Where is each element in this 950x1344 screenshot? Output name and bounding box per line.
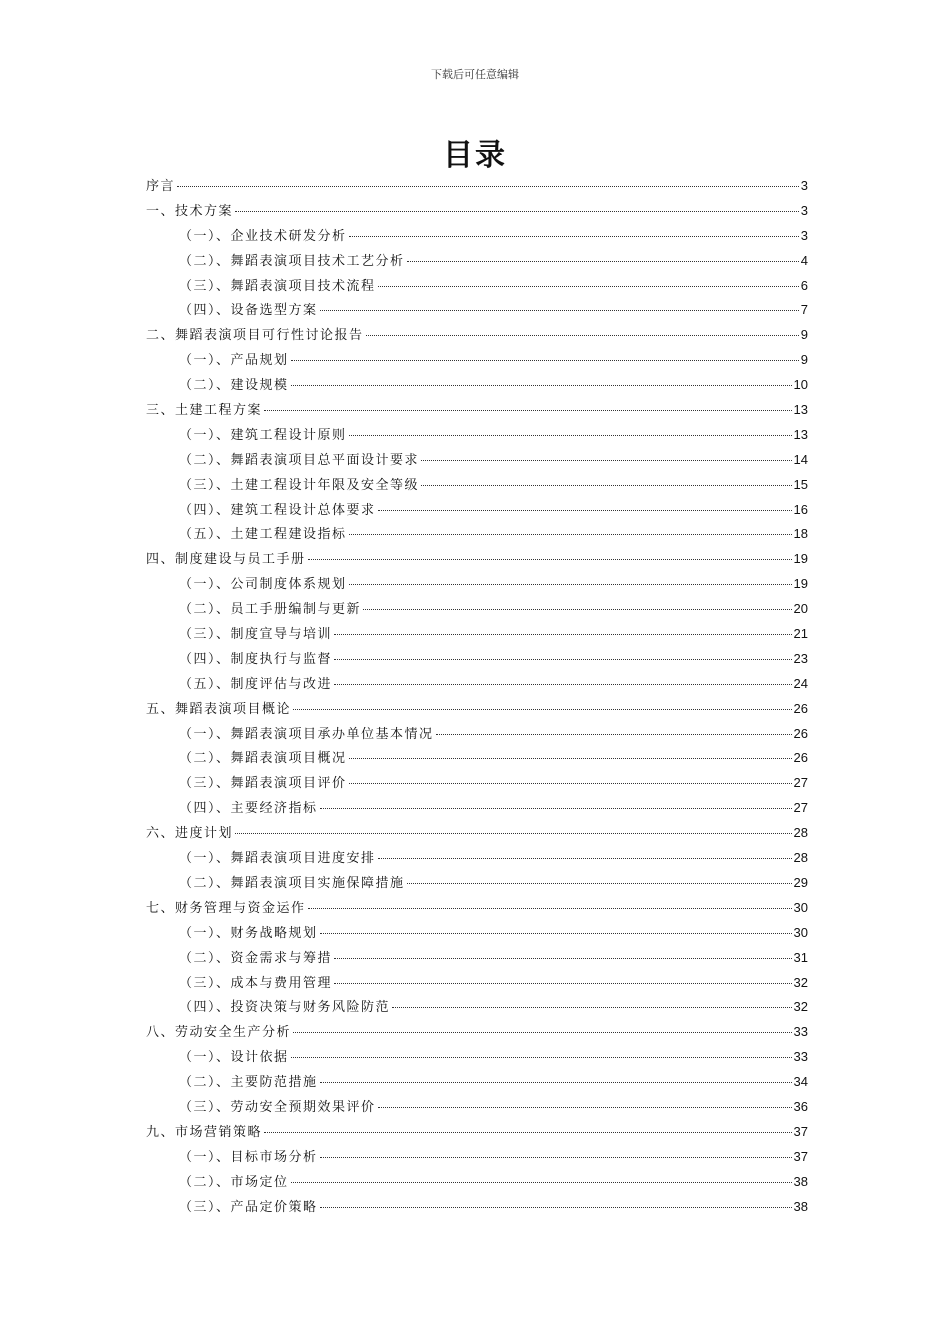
toc-entry-label: （一）、财务战略规划 (179, 925, 318, 941)
toc-entry-label: （五）、土建工程建设指标 (179, 527, 347, 543)
toc-page-number: 33 (793, 1024, 808, 1040)
toc-subentry[interactable] (146, 424, 808, 449)
dot-leader (291, 1182, 792, 1183)
toc-entry-label: （二）、资金需求与筹措 (179, 950, 333, 966)
toc-subentry[interactable] (146, 723, 808, 748)
toc-entry-label: （三）、成本与费用管理 (179, 975, 333, 991)
dot-leader (320, 808, 792, 809)
toc-subentry[interactable] (146, 1071, 808, 1096)
toc-page-number: 36 (793, 1098, 808, 1114)
toc-entry-label: （二）、舞蹈表演项目总平面设计要求 (179, 452, 420, 468)
toc-entry-label: 三、土建工程方案 (146, 403, 263, 419)
toc-entry[interactable] (146, 175, 808, 200)
toc-subentry[interactable] (146, 1046, 808, 1071)
toc-subentry[interactable] (146, 623, 808, 648)
toc-page-number: 20 (793, 601, 808, 617)
dot-leader (407, 261, 799, 262)
dot-leader (363, 609, 792, 610)
dot-leader (320, 310, 799, 311)
dot-leader (334, 659, 792, 660)
toc-page-number: 26 (793, 700, 808, 716)
toc-subentry[interactable] (146, 374, 808, 399)
toc-entry[interactable] (146, 399, 808, 424)
toc-subentry[interactable] (146, 772, 808, 797)
dot-leader (291, 360, 799, 361)
toc-subentry[interactable] (146, 872, 808, 897)
toc-entry-label: （二）、舞蹈表演项目技术工艺分析 (179, 253, 405, 269)
toc-subentry[interactable] (146, 922, 808, 947)
page-title: 目录 (443, 138, 507, 173)
toc-page-number: 24 (793, 675, 808, 691)
toc-entry-label: （一）、建筑工程设计原则 (179, 427, 347, 443)
toc-subentry[interactable] (146, 598, 808, 623)
toc-subentry[interactable] (146, 474, 808, 499)
dot-leader (349, 584, 792, 585)
toc-page-number: 37 (793, 1148, 808, 1164)
dot-leader (378, 858, 792, 859)
toc-subentry[interactable] (146, 1171, 808, 1196)
toc-entry-label: （二）、舞蹈表演项目概况 (179, 751, 347, 767)
toc-page-number: 6 (800, 277, 808, 293)
toc-entry-label: （二）、员工手册编制与更新 (179, 602, 362, 618)
toc-page-number: 19 (793, 576, 808, 592)
toc-page-number: 10 (793, 377, 808, 393)
toc-entry-label: 八、劳动安全生产分析 (146, 1025, 292, 1041)
toc-page-number: 14 (793, 451, 808, 467)
table-of-contents (146, 175, 808, 1220)
toc-subentry[interactable] (146, 349, 808, 374)
dot-leader (177, 186, 799, 187)
toc-subentry[interactable] (146, 449, 808, 474)
toc-entry-label: 四、制度建设与员工手册 (146, 552, 306, 568)
toc-entry-label: 一、技术方案 (146, 203, 234, 219)
toc-entry[interactable] (146, 200, 808, 225)
toc-entry-label: （三）、舞蹈表演项目技术流程 (179, 278, 376, 294)
toc-entry[interactable] (146, 897, 808, 922)
toc-entry-label: （一）、目标市场分析 (179, 1149, 318, 1165)
toc-page-number: 31 (793, 949, 808, 965)
toc-page-number: 3 (800, 227, 808, 243)
toc-entry-label: （四）、投资决策与财务风险防范 (179, 1000, 391, 1016)
toc-entry[interactable] (146, 822, 808, 847)
toc-entry[interactable] (146, 698, 808, 723)
dot-leader (349, 758, 792, 759)
toc-page-number: 13 (793, 426, 808, 442)
toc-page-number: 4 (800, 252, 808, 268)
toc-entry-label: （三）、产品定价策略 (179, 1199, 318, 1215)
toc-page-number: 9 (800, 327, 808, 343)
toc-subentry[interactable] (146, 1196, 808, 1221)
dot-leader (264, 410, 792, 411)
toc-page-number: 18 (793, 526, 808, 542)
toc-entry-label: （四）、制度执行与监督 (179, 651, 333, 667)
dot-leader (378, 510, 792, 511)
dot-leader (308, 908, 792, 909)
toc-page-number: 28 (793, 850, 808, 866)
toc-page-number: 3 (800, 178, 808, 193)
dot-leader (320, 1082, 792, 1083)
toc-page-number: 28 (793, 825, 808, 841)
dot-leader (320, 933, 792, 934)
toc-page-number: 34 (793, 1074, 808, 1090)
toc-subentry[interactable] (146, 225, 808, 250)
dot-leader (407, 883, 792, 884)
toc-subentry[interactable] (146, 947, 808, 972)
dot-leader (334, 684, 792, 685)
dot-leader (349, 783, 792, 784)
toc-entry-label: （四）、主要经济指标 (179, 801, 318, 817)
toc-subentry[interactable] (146, 1146, 808, 1171)
dot-leader (334, 958, 792, 959)
toc-entry-label: （一）、企业技术研发分析 (179, 228, 347, 244)
toc-subentry[interactable] (146, 648, 808, 673)
dot-leader (392, 1007, 792, 1008)
toc-entry-label: （三）、舞蹈表演项目评价 (179, 776, 347, 792)
dot-leader (334, 634, 792, 635)
toc-subentry[interactable] (146, 673, 808, 698)
toc-entry-label: 五、舞蹈表演项目概论 (146, 701, 292, 717)
dot-leader (436, 734, 792, 735)
toc-page-number: 3 (800, 202, 808, 218)
toc-entry-label: （二）、舞蹈表演项目实施保障措施 (179, 875, 405, 891)
toc-page-number: 30 (793, 899, 808, 915)
toc-entry-label: （三）、制度宣导与培训 (179, 627, 333, 643)
toc-entry-label: （三）、劳动安全预期效果评价 (179, 1099, 376, 1115)
toc-entry-label: （二）、主要防范措施 (179, 1075, 318, 1091)
dot-leader (308, 559, 792, 560)
dot-leader (264, 1132, 792, 1133)
toc-page-number: 38 (793, 1173, 808, 1189)
header-note: 下载后可任意编辑 (431, 68, 519, 81)
toc-entry[interactable] (146, 324, 808, 349)
toc-entry-label: 六、进度计划 (146, 826, 234, 842)
dot-leader (334, 983, 792, 984)
toc-page-number: 30 (793, 924, 808, 940)
toc-entry-label: （一）、公司制度体系规划 (179, 577, 347, 593)
toc-page-number: 37 (793, 1123, 808, 1139)
toc-entry-label: （一）、舞蹈表演项目承办单位基本情况 (179, 726, 434, 742)
toc-entry[interactable] (146, 1021, 808, 1046)
dot-leader (320, 1157, 792, 1158)
toc-entry-label: 序言 (146, 179, 176, 194)
dot-leader (366, 335, 799, 336)
dot-leader (293, 1032, 792, 1033)
toc-page-number: 27 (793, 800, 808, 816)
dot-leader (349, 236, 799, 237)
toc-entry-label: （三）、土建工程设计年限及安全等级 (179, 477, 420, 493)
toc-entry-label: （一）、舞蹈表演项目进度安排 (179, 851, 376, 867)
toc-page-number: 9 (800, 352, 808, 368)
toc-entry-label: 二、舞蹈表演项目可行性讨论报告 (146, 328, 364, 344)
toc-subentry[interactable] (146, 797, 808, 822)
dot-leader (291, 1057, 792, 1058)
toc-page-number: 26 (793, 750, 808, 766)
toc-subentry[interactable] (146, 275, 808, 300)
toc-page-number: 13 (793, 402, 808, 418)
toc-entry-label: （二）、市场定位 (179, 1174, 289, 1190)
toc-subentry[interactable] (146, 996, 808, 1021)
toc-subentry[interactable] (146, 847, 808, 872)
toc-subentry[interactable] (146, 573, 808, 598)
toc-page-number: 26 (793, 725, 808, 741)
toc-page-number: 38 (793, 1198, 808, 1214)
dot-leader (378, 286, 799, 287)
toc-entry-label: （四）、建筑工程设计总体要求 (179, 502, 376, 518)
toc-entry[interactable] (146, 1121, 808, 1146)
toc-page-number: 15 (793, 476, 808, 492)
dot-leader (291, 385, 792, 386)
toc-page-number: 32 (793, 999, 808, 1015)
toc-entry-label: （四）、设备选型方案 (179, 303, 318, 319)
toc-entry-label: （一）、产品规划 (179, 353, 289, 369)
toc-page-number: 23 (793, 650, 808, 666)
toc-page-number: 7 (800, 302, 808, 318)
toc-entry-label: 七、财务管理与资金运作 (146, 900, 306, 916)
toc-entry[interactable] (146, 548, 808, 573)
toc-page-number: 19 (793, 551, 808, 567)
toc-subentry[interactable] (146, 1096, 808, 1121)
toc-subentry[interactable] (146, 299, 808, 324)
dot-leader (293, 709, 792, 710)
toc-entry-label: （五）、制度评估与改进 (179, 676, 333, 692)
dot-leader (378, 1107, 792, 1108)
dot-leader (349, 534, 792, 535)
toc-entry-label: （二）、建设规模 (179, 378, 289, 394)
dot-leader (235, 211, 799, 212)
toc-subentry[interactable] (146, 499, 808, 524)
dot-leader (235, 833, 792, 834)
toc-entry-label: （一）、设计依据 (179, 1050, 289, 1066)
toc-page-number: 29 (793, 874, 808, 890)
dot-leader (349, 435, 792, 436)
dot-leader (421, 485, 792, 486)
dot-leader (421, 460, 792, 461)
toc-subentry[interactable] (146, 972, 808, 997)
toc-page-number: 21 (793, 626, 808, 642)
toc-entry-label: 九、市场营销策略 (146, 1124, 263, 1140)
dot-leader (320, 1207, 792, 1208)
toc-page-number: 27 (793, 775, 808, 791)
toc-subentry[interactable] (146, 747, 808, 772)
toc-subentry[interactable] (146, 250, 808, 275)
toc-subentry[interactable] (146, 523, 808, 548)
toc-page-number: 33 (793, 1049, 808, 1065)
toc-page-number: 32 (793, 974, 808, 990)
toc-page-number: 16 (793, 501, 808, 517)
